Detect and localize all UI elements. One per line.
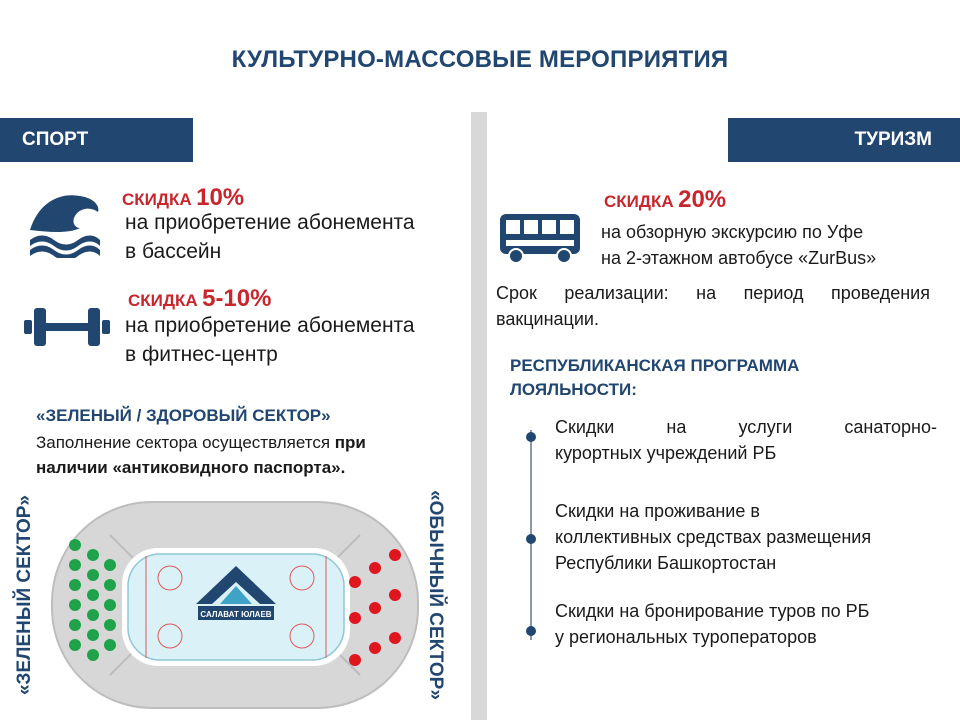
program-title — [510, 354, 799, 402]
sector-text-bold1: при — [334, 433, 366, 452]
discount-value: 5-10% — [202, 285, 272, 312]
sector-text-plain: Заполнение сектора осуществляется — [36, 433, 331, 452]
bus-text — [601, 219, 876, 271]
pool-text — [125, 208, 415, 266]
list-item-line2: коллективных средствах размещения — [555, 527, 872, 547]
term-text — [496, 280, 930, 332]
page-title: КУЛЬТУРНО-МАССОВЫЕ МЕРОПРИЯТИЯ — [231, 46, 729, 73]
bus-text-line2: на 2-этажном автобусе «ZurBus» — [601, 248, 877, 268]
waves-icon — [28, 190, 102, 258]
tag-sport: СПОРТ — [0, 118, 193, 162]
dumbbell-icon — [24, 304, 110, 350]
arena-diagram — [50, 500, 420, 710]
term-line1: Срок реализации: на период проведения — [496, 283, 930, 303]
list-item-line2: у региональных туроператоров — [555, 627, 817, 647]
program-title-line1: РЕСПУБЛИКАНСКАЯ ПРОГРАММА — [510, 356, 800, 375]
column-divider — [471, 112, 487, 720]
list-item — [555, 414, 937, 466]
fitness-text-line2: в фитнес-центр — [125, 343, 278, 366]
pool-text-line1: на приобретение абонемента — [125, 211, 415, 234]
list-item — [555, 498, 871, 576]
fitness-text — [125, 311, 415, 369]
discount-label: СКИДКА — [122, 190, 192, 209]
logo-text: САЛАВАТ ЮЛАЕВ — [200, 610, 272, 619]
bullet-dot — [526, 626, 536, 636]
term-line2: вакцинации. — [496, 309, 599, 329]
sector-text — [36, 430, 366, 480]
discount-value: 20% — [678, 186, 727, 213]
bus-text-line1: на обзорную экскурсию по Уфе — [601, 222, 864, 242]
green-sector-label: «ЗЕЛЕНЫЙ СЕКТОР» — [14, 494, 35, 696]
regular-sector-label: «ОБЫЧНЫЙ СЕКТОР» — [425, 490, 446, 700]
discount-label: СКИДКА — [604, 192, 674, 211]
list-item — [555, 598, 869, 650]
bus-icon — [498, 212, 582, 264]
list-item-line2: курортных учреждений РБ — [555, 443, 777, 463]
fitness-discount — [128, 285, 271, 313]
list-item-line1: Скидки на бронирование туров по РБ — [555, 601, 870, 621]
bullet-dot — [526, 432, 536, 442]
fitness-text-line1: на приобретение абонемента — [125, 314, 415, 337]
discount-value: 10% — [196, 184, 245, 211]
bus-discount — [604, 186, 726, 214]
list-item-line3: Республики Башкортостан — [555, 553, 777, 573]
sector-heading: «ЗЕЛЕНЫЙ / ЗДОРОВЫЙ СЕКТОР» — [36, 406, 331, 425]
program-title-line2: ЛОЯЛЬНОСТИ: — [510, 380, 637, 399]
list-item-line1: Скидки на услуги санаторно- — [555, 417, 937, 437]
sector-text-line1 — [36, 430, 366, 455]
discount-label: СКИДКА — [128, 291, 198, 310]
list-item-line1: Скидки на проживание в — [555, 501, 760, 521]
sector-text-line2: наличии «антиковидного паспорта». — [36, 458, 346, 477]
pool-text-line2: в бассейн — [125, 240, 222, 263]
bullet-dot — [526, 534, 536, 544]
tag-tourism: ТУРИЗМ — [728, 118, 960, 162]
